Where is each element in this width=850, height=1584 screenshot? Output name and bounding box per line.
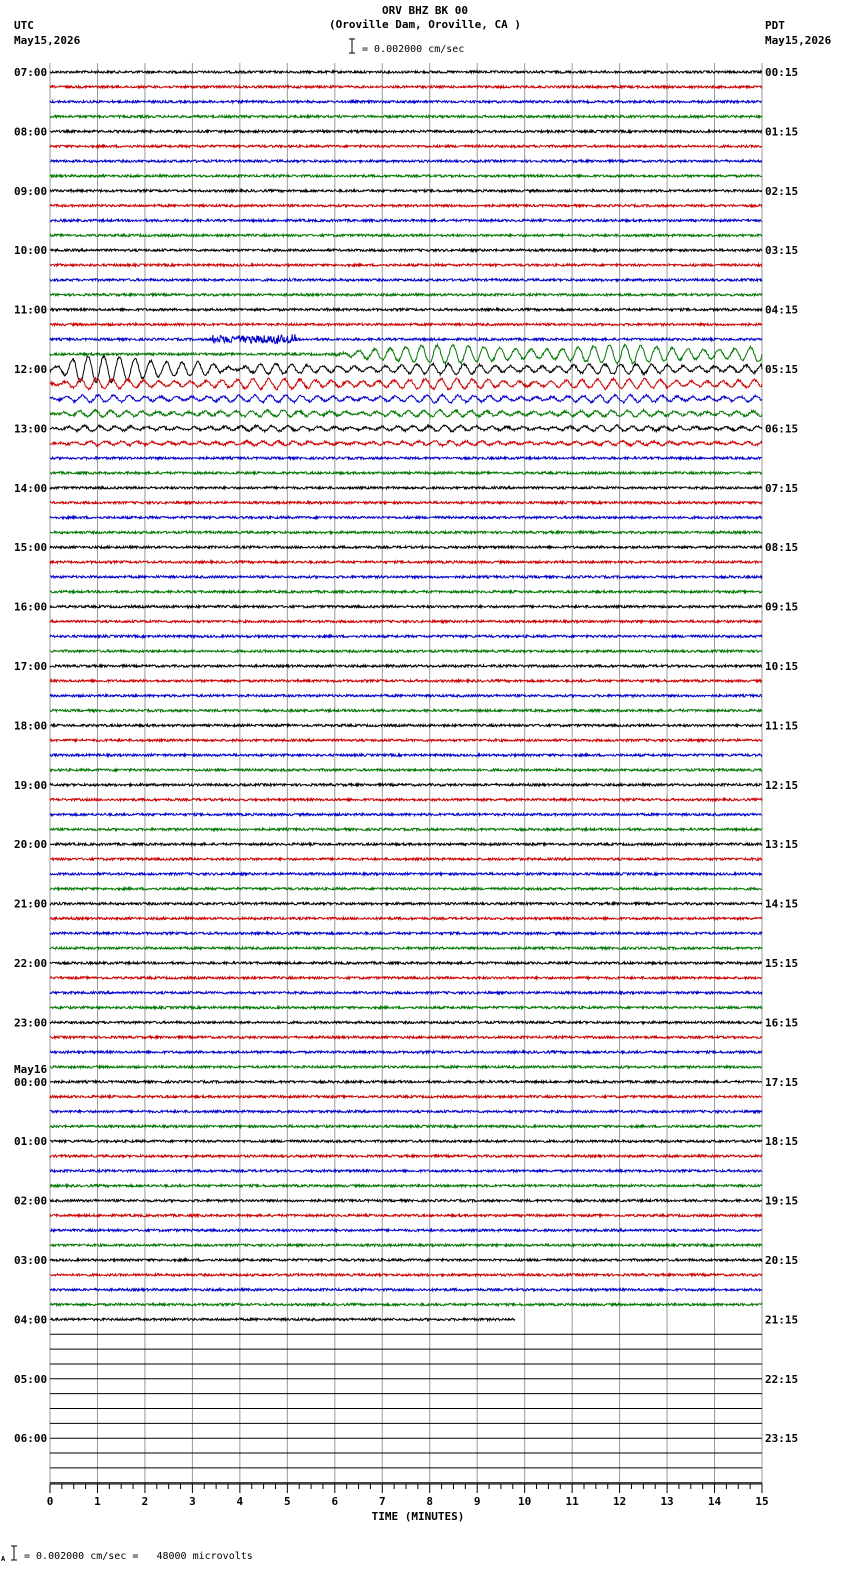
time-axis-tick-label: 10 bbox=[518, 1495, 532, 1508]
time-axis-tick-label: 8 bbox=[426, 1495, 434, 1508]
seismic-trace bbox=[50, 487, 762, 489]
header-scale-bar-icon bbox=[349, 39, 355, 53]
seismic-trace bbox=[50, 1006, 762, 1008]
left-hour-label: 22:00 bbox=[14, 957, 48, 970]
right-hour-label: 13:15 bbox=[765, 838, 799, 852]
right-hour-label: 20:15 bbox=[765, 1254, 799, 1267]
left-hour-label: 03:00 bbox=[14, 1254, 48, 1267]
seismic-trace bbox=[50, 561, 762, 563]
header-scale-text: = 0.002000 cm/sec bbox=[362, 44, 465, 55]
seismic-trace bbox=[50, 888, 762, 890]
right-hour-label: 22:15 bbox=[765, 1372, 799, 1386]
seismic-trace bbox=[50, 917, 762, 919]
time-axis-tick-label: 13 bbox=[660, 1495, 674, 1508]
time-axis-tick-label: 5 bbox=[284, 1495, 291, 1508]
seismic-trace bbox=[50, 394, 762, 403]
left-hour-label: 19:00 bbox=[14, 778, 48, 792]
seismic-trace bbox=[50, 858, 762, 860]
seismic-trace bbox=[50, 650, 762, 652]
left-hour-label: 18:00 bbox=[14, 719, 48, 733]
seismic-trace bbox=[50, 175, 762, 177]
minute-grid bbox=[50, 63, 762, 1484]
seismic-trace bbox=[50, 190, 762, 192]
seismic-trace bbox=[50, 101, 762, 103]
seismic-trace bbox=[50, 784, 762, 786]
right-hour-label: 03:15 bbox=[765, 244, 799, 258]
time-axis-tick-label: 15 bbox=[755, 1495, 769, 1508]
seismic-trace bbox=[50, 1185, 762, 1187]
footer-scale-text: = 0.002000 cm/sec = 48000 microvolts bbox=[24, 1551, 253, 1562]
right-hour-label: 01:15 bbox=[765, 125, 799, 139]
seismic-trace bbox=[50, 531, 762, 533]
seismic-trace bbox=[50, 1318, 515, 1320]
left-hour-label: 00:00 bbox=[14, 1075, 48, 1089]
time-axis-tick-label: 12 bbox=[612, 1495, 627, 1508]
right-hour-label: 11:15 bbox=[765, 719, 799, 733]
seismic-trace bbox=[50, 145, 762, 147]
seismic-trace bbox=[50, 219, 762, 221]
left-hour-label: 14:00 bbox=[14, 481, 48, 495]
right-date: May15,2026 bbox=[765, 34, 832, 47]
left-hour-label: 04:00 bbox=[14, 1313, 48, 1327]
seismic-trace bbox=[50, 1170, 762, 1172]
left-hour-label: 01:00 bbox=[14, 1135, 48, 1149]
seismic-trace bbox=[50, 86, 762, 88]
left-hour-label: 15:00 bbox=[14, 541, 48, 555]
left-hour-label: 09:00 bbox=[14, 184, 48, 198]
seismic-trace bbox=[50, 71, 762, 73]
seismic-trace bbox=[50, 843, 762, 845]
footer-scale-bar-icon bbox=[11, 1546, 17, 1560]
day-change-label: May16 bbox=[14, 1062, 48, 1076]
time-axis-tick-label: 3 bbox=[189, 1495, 196, 1508]
time-axis-tick-label: 0 bbox=[46, 1495, 54, 1508]
seismic-trace bbox=[50, 1155, 762, 1157]
seismic-trace bbox=[50, 576, 762, 578]
seismic-trace bbox=[50, 502, 762, 504]
right-hour-label: 15:15 bbox=[765, 957, 799, 970]
left-hour-label: 05:00 bbox=[14, 1372, 48, 1386]
right-hour-label: 23:15 bbox=[765, 1432, 799, 1446]
right-hour-label: 16:15 bbox=[765, 1016, 799, 1030]
seismic-trace bbox=[50, 1081, 762, 1083]
seismic-trace bbox=[50, 344, 762, 364]
seismic-traces bbox=[50, 71, 762, 1321]
seismic-trace bbox=[50, 680, 762, 682]
time-axis-tick-label: 14 bbox=[707, 1495, 722, 1508]
right-hour-label: 09:15 bbox=[765, 600, 799, 614]
left-hour-label: 02:00 bbox=[14, 1194, 48, 1208]
seismic-trace bbox=[50, 1051, 762, 1053]
right-hour-label: 18:15 bbox=[765, 1135, 799, 1149]
seismic-trace bbox=[50, 1096, 762, 1098]
left-hour-label: 21:00 bbox=[14, 897, 48, 911]
right-hour-label: 19:15 bbox=[765, 1194, 799, 1208]
seismic-trace bbox=[50, 962, 762, 964]
seismic-trace bbox=[50, 665, 762, 667]
time-axis-tick-label: 11 bbox=[565, 1495, 579, 1508]
seismic-trace bbox=[50, 409, 762, 417]
seismic-trace bbox=[50, 264, 762, 266]
seismic-trace bbox=[50, 620, 762, 622]
seismic-trace bbox=[50, 516, 762, 518]
left-hour-label: 06:00 bbox=[14, 1432, 48, 1446]
seismic-trace bbox=[50, 1066, 762, 1068]
seismic-trace bbox=[50, 769, 762, 771]
seismic-trace bbox=[50, 709, 762, 711]
right-hour-label: 08:15 bbox=[765, 541, 799, 555]
seismic-trace bbox=[50, 115, 762, 117]
seismic-trace bbox=[50, 130, 762, 132]
left-hour-label: 11:00 bbox=[14, 303, 48, 317]
seismic-trace bbox=[50, 308, 762, 310]
seismic-trace bbox=[50, 873, 762, 875]
left-hour-label: 20:00 bbox=[14, 838, 48, 852]
left-hour-label: 23:00 bbox=[14, 1016, 48, 1030]
seismic-trace bbox=[50, 1229, 762, 1231]
seismic-trace bbox=[50, 947, 762, 949]
seismic-trace bbox=[50, 160, 762, 162]
right-hour-label: 17:15 bbox=[765, 1075, 799, 1089]
seismic-trace bbox=[50, 1125, 762, 1127]
seismic-trace bbox=[50, 813, 762, 815]
seismic-trace bbox=[50, 279, 762, 281]
seismic-trace bbox=[50, 334, 762, 344]
seismic-trace bbox=[50, 425, 762, 432]
seismic-trace bbox=[50, 635, 762, 637]
right-hour-label: 04:15 bbox=[765, 303, 799, 317]
time-axis bbox=[47, 1484, 769, 1523]
right-hour-label: 14:15 bbox=[765, 897, 799, 911]
seismic-trace bbox=[50, 754, 762, 756]
seismic-trace bbox=[50, 992, 762, 994]
right-hour-label: 00:15 bbox=[765, 66, 799, 79]
seismic-trace bbox=[50, 977, 762, 979]
right-hour-label: 02:15 bbox=[765, 184, 799, 198]
time-axis-tick-label: 4 bbox=[236, 1495, 244, 1508]
right-timezone: PDT bbox=[765, 19, 785, 32]
seismic-trace bbox=[50, 205, 762, 207]
seismic-trace bbox=[50, 932, 762, 934]
seismic-trace bbox=[50, 457, 762, 459]
seismic-trace bbox=[50, 234, 762, 236]
seismic-trace bbox=[50, 724, 762, 726]
seismic-trace bbox=[50, 902, 762, 904]
seismic-trace bbox=[50, 1036, 762, 1038]
time-axis-tick-label: 9 bbox=[473, 1495, 481, 1508]
seismic-trace bbox=[50, 294, 762, 296]
seismic-trace bbox=[50, 591, 762, 593]
right-hour-label: 07:15 bbox=[765, 481, 799, 495]
left-hour-label: 16:00 bbox=[14, 600, 48, 614]
seismic-trace bbox=[50, 1199, 762, 1201]
time-axis-title: TIME (MINUTES) bbox=[371, 1510, 465, 1523]
seismic-trace bbox=[50, 828, 762, 830]
seismic-trace bbox=[50, 472, 762, 474]
seismic-trace bbox=[50, 695, 762, 697]
time-axis-tick-label: 2 bbox=[141, 1495, 149, 1508]
seismic-trace bbox=[50, 1274, 762, 1276]
seismic-trace bbox=[50, 1259, 762, 1261]
left-timezone: UTC bbox=[14, 19, 34, 32]
station-title: ORV BHZ BK 00 bbox=[381, 4, 469, 17]
left-hour-label: 12:00 bbox=[14, 363, 48, 376]
seismic-trace bbox=[50, 440, 762, 446]
right-hour-label: 12:15 bbox=[765, 778, 799, 792]
left-hour-label: 08:00 bbox=[14, 125, 48, 139]
seismic-trace bbox=[50, 1289, 762, 1291]
time-axis-tick-label: 6 bbox=[331, 1495, 339, 1508]
seismic-trace bbox=[50, 1110, 762, 1112]
right-hour-label: 21:15 bbox=[765, 1313, 799, 1327]
left-hour-label: 17:00 bbox=[14, 660, 48, 673]
seismic-trace bbox=[50, 1140, 762, 1142]
seismic-trace bbox=[50, 1244, 762, 1246]
seismic-trace bbox=[50, 1303, 762, 1305]
seismic-trace bbox=[50, 739, 762, 741]
station-location: (Oroville Dam, Oroville, CA ) bbox=[328, 18, 522, 31]
seismic-trace bbox=[50, 378, 762, 390]
trace-baselines bbox=[50, 1334, 762, 1483]
time-axis-tick-label: 7 bbox=[378, 1495, 386, 1508]
footer-marker: A bbox=[1, 1555, 6, 1563]
seismic-trace bbox=[50, 605, 762, 607]
seismic-trace bbox=[50, 1214, 762, 1216]
seismic-trace bbox=[50, 799, 762, 801]
seismic-trace bbox=[50, 546, 762, 548]
left-date: May15,2026 bbox=[14, 34, 81, 47]
right-hour-label: 10:15 bbox=[765, 660, 799, 673]
left-hour-label: 07:00 bbox=[14, 66, 48, 79]
right-hour-label: 06:15 bbox=[765, 422, 799, 436]
time-axis-tick-label: 1 bbox=[94, 1495, 101, 1508]
left-hour-label: 10:00 bbox=[14, 244, 48, 258]
seismic-trace bbox=[50, 1021, 762, 1023]
seismic-trace bbox=[50, 323, 762, 325]
right-hour-label: 05:15 bbox=[765, 363, 799, 376]
left-hour-label: 13:00 bbox=[14, 422, 48, 436]
seismic-trace bbox=[50, 249, 762, 251]
seismic-trace bbox=[50, 355, 762, 382]
